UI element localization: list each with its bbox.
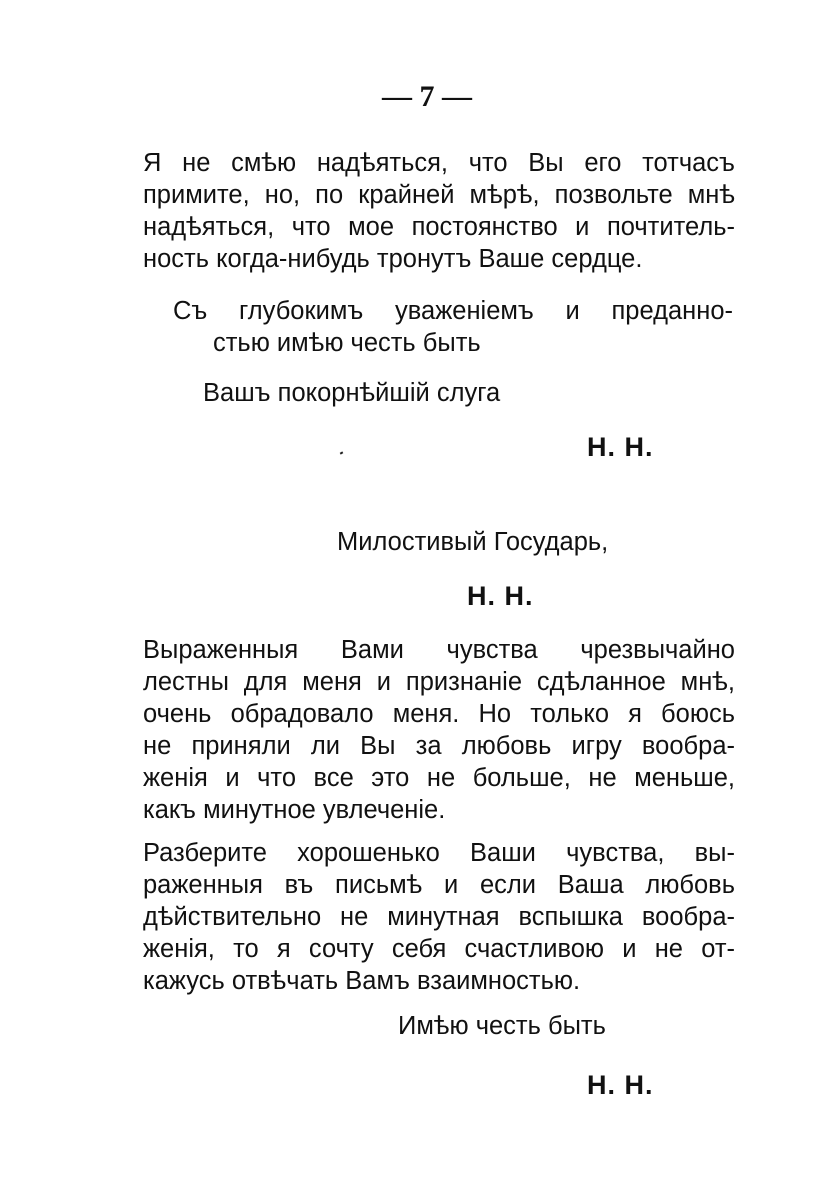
letter1-signature: Н. Н. — [587, 432, 654, 462]
text-line: ность когда-нибудь тронутъ Ваше сердце. — [143, 245, 643, 273]
text-line: какъ минутное увлеченіе. — [143, 796, 446, 824]
letter1-closing-continuation: стью имѣю честь быть — [213, 329, 481, 357]
text-line: раженныя въ письмѣ и если Ваша любовь — [143, 871, 735, 899]
letter1-servant-line: Вашъ покорнѣйшій слуга — [203, 379, 501, 407]
text-line: не приняли ли Вы за любовь игру вообра- — [143, 732, 735, 760]
text-line: женія и что все это не больше, не меньше, — [143, 764, 735, 792]
text-line: очень обрадовало меня. Но только я боюсь — [143, 700, 735, 728]
text-line: женія, то я сочту себя счастливою и не от- — [143, 935, 735, 963]
text-line: Съ глубокимъ уваженіемъ и преданно- — [173, 297, 733, 325]
letter2-paragraph1 — [143, 634, 735, 826]
letter2-signature: Н. Н. — [587, 1070, 654, 1100]
text-line: надѣяться, что мое постоянство и почтитель- — [143, 213, 735, 241]
text-line: Выраженныя Вами чувства чрезвычайно — [143, 636, 735, 664]
letter2-closing: Имѣю честь быть — [398, 1012, 606, 1040]
page-number: — 7 — — [382, 80, 472, 113]
text-line: дѣйствительно не минутная вспышка вообра- — [143, 903, 735, 931]
letter1-closing — [173, 295, 733, 327]
letter2-salutation: Милостивый Государь, — [337, 528, 609, 556]
text-line: Я не смѣю надѣяться, что Вы его тотчасъ — [143, 149, 735, 177]
text-line: примите, но, по крайней мѣрѣ, позвольте мнѣ — [143, 181, 735, 209]
letter2-paragraph2 — [143, 837, 735, 997]
letter2-addressee: Н. Н. — [467, 581, 534, 611]
text-line: кажусь отвѣчать Вамъ взаимностью. — [143, 967, 581, 995]
print-speck — [340, 451, 344, 454]
letter1-paragraph — [143, 147, 735, 275]
text-line: лестны для меня и признаніе сдѣланное мнѣ, — [143, 668, 735, 696]
text-line: Разберите хорошенько Ваши чувства, вы- — [143, 839, 735, 867]
